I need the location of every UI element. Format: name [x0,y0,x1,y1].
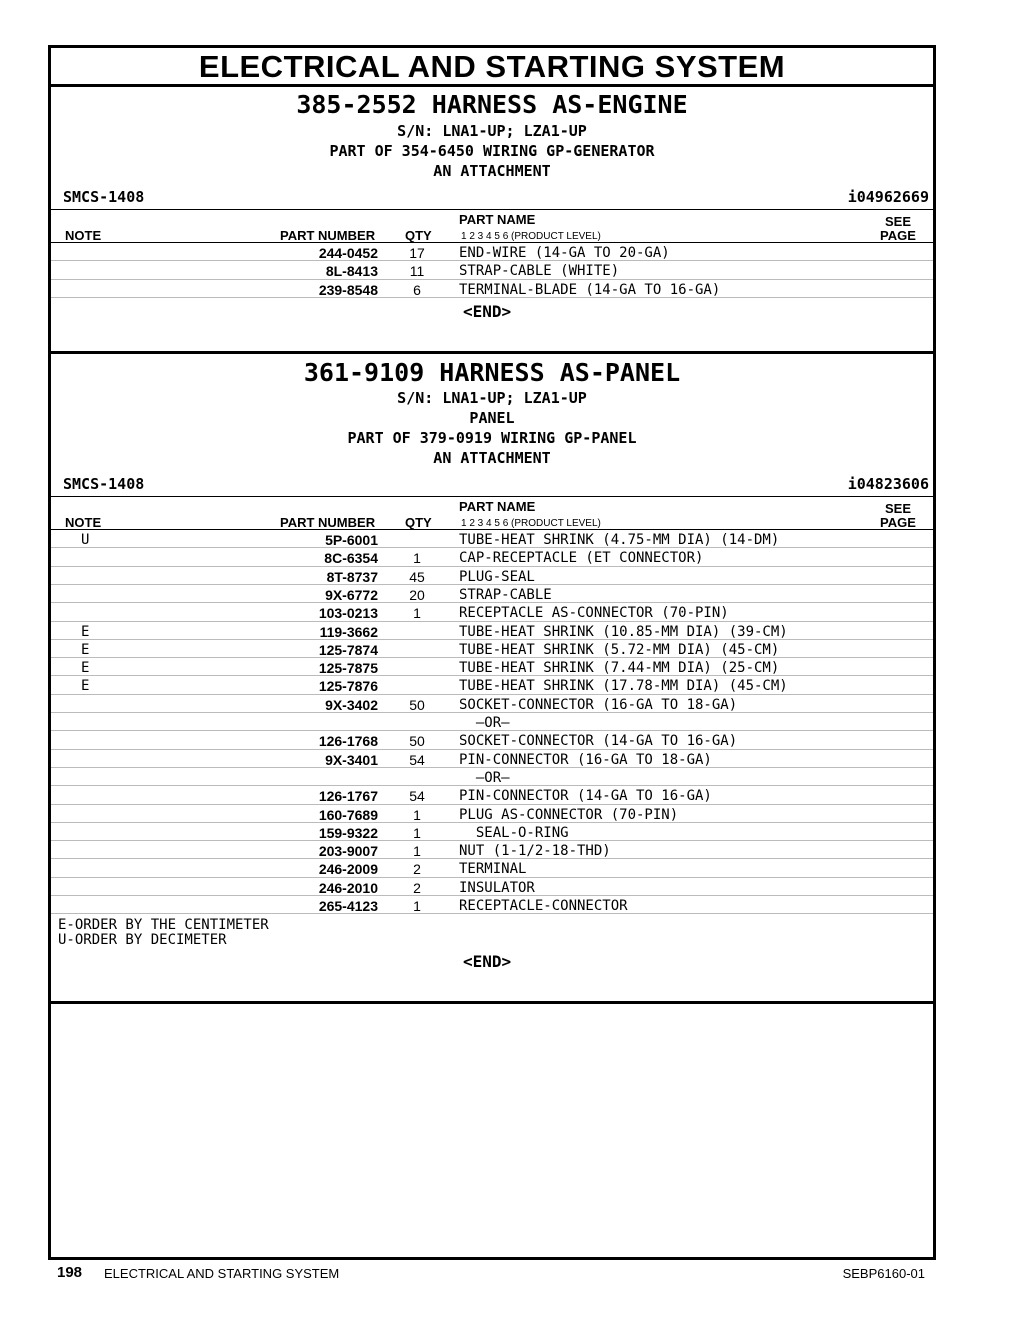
note-cell: U [81,532,90,548]
qty-cell: 1 [413,824,421,841]
note-cell: E [81,660,90,677]
qty-cell: 1 [413,550,421,567]
table-row [51,529,933,548]
section2-end-marker: <END> [463,952,512,971]
part-number-cell: 160-7689 [318,806,378,823]
note-cell: E [81,623,90,640]
table-row [51,639,933,658]
footer-doc-id: SEBP6160-01 [842,1266,925,1281]
section1-col-note: NOTE [65,228,102,243]
table-row [51,602,933,621]
table-row [51,840,933,859]
section2-sub-2: PANEL [469,409,515,427]
part-name-cell: PIN-CONNECTOR (16-GA TO 18-GA) [459,751,712,768]
part-number-cell: 5P-6001 [325,532,378,548]
part-name-cell: TUBE-HEAT SHRINK (4.75-MM DIA) (14-DM) [459,532,780,548]
note-cell: E [81,678,90,695]
section1-title: 385-2552 HARNESS AS-ENGINE [296,90,688,119]
qty-cell: 1 [413,898,421,914]
part-name-cell: STRAP-CABLE (WHITE) [459,263,620,280]
table-row [51,767,933,786]
table-row [51,621,933,640]
table-row [51,675,933,694]
qty-cell: 6 [413,281,421,298]
part-name-cell: PLUG AS-CONNECTOR (70-PIN) [459,806,679,823]
part-number-cell: 265-4123 [318,898,378,914]
table-bottom-rule [51,913,933,914]
page-number: 198 [57,1264,83,1281]
part-name-cell: RECEPTACLE AS-CONNECTOR (70-PIN) [459,605,729,622]
qty-cell: 17 [409,245,425,261]
section2-notes [58,918,269,948]
part-name-cell: END-WIRE (14-GA TO 20-GA) [459,245,670,261]
part-number-cell: 125-7874 [318,641,378,658]
table-row [51,822,933,841]
section2-sub-1: S/N: LNA1-UP; LZA1-UP [397,389,587,407]
part-number-cell: 9X-3402 [325,696,378,713]
qty-cell: 2 [413,879,421,896]
section1-sub-3: AN ATTACHMENT [433,162,551,180]
part-number-cell: 119-3662 [319,623,378,640]
qty-cell: 20 [409,586,425,603]
section-divider-bottom [51,1001,933,1004]
section2-sub-4: AN ATTACHMENT [433,449,551,467]
qty-cell: 2 [413,861,421,878]
part-name-cell: SEAL-O-RING [459,824,569,841]
part-number-cell: 9X-6772 [325,586,378,603]
part-name-cell: —OR— [459,769,510,786]
part-name-cell: INSULATOR [459,879,535,896]
part-number-cell: 203-9007 [318,843,378,860]
qty-cell: 45 [409,568,425,585]
table-row [51,279,933,298]
note-u: U-ORDER BY DECIMETER [58,932,227,948]
section1-col-qty: QTY [405,228,432,243]
qty-cell: 1 [413,806,421,823]
section1-product-level: 1 2 3 4 5 6 (PRODUCT LEVEL) [461,231,601,242]
table-row [51,242,933,261]
section1-id: i04962669 [847,188,929,206]
section-divider [51,351,933,354]
section2-id: i04823606 [847,475,929,493]
qty-cell: 54 [409,788,425,805]
page-title: ELECTRICAL AND STARTING SYSTEM [51,48,933,87]
section2-col-part-number: PART NUMBER [280,515,376,530]
section2-title: 361-9109 HARNESS AS-PANEL [303,358,681,387]
part-number-cell: 126-1767 [318,788,378,805]
part-name-cell: SOCKET-CONNECTOR (14-GA TO 16-GA) [459,733,738,750]
part-number-cell: 125-7875 [318,660,378,677]
part-number-cell: 125-7876 [318,678,378,695]
qty-cell: 50 [409,733,425,750]
part-name-cell: TUBE-HEAT SHRINK (10.85-MM DIA) (39-CM) [459,623,788,640]
part-number-cell: 246-2009 [318,861,378,878]
part-name-cell: PIN-CONNECTOR (14-GA TO 16-GA) [459,788,712,805]
part-number-cell: 9X-3401 [325,751,378,768]
table-row [51,895,933,914]
qty-cell: 54 [409,751,425,768]
table-bottom-rule [51,297,933,298]
section1-sub-2: PART OF 354-6450 WIRING GP-GENERATOR [329,142,655,160]
table-row [51,785,933,804]
section2-header-rule [51,496,933,497]
note-cell: E [81,641,90,658]
part-number-cell: 246-2010 [318,879,378,896]
section1-smcs: SMCS-1408 [63,188,145,206]
part-number-cell: 126-1768 [318,733,378,750]
table-row [51,260,933,279]
part-name-cell: STRAP-CABLE [459,586,552,603]
table-row [51,877,933,896]
part-name-cell: CAP-RECEPTACLE (ET CONNECTOR) [459,550,704,567]
part-name-cell: TERMINAL-BLADE (14-GA TO 16-GA) [459,281,721,298]
section1-col-part-name: PART NAME [459,212,536,227]
part-name-cell: TUBE-HEAT SHRINK (5.72-MM DIA) (45-CM) [459,641,780,658]
section1-col-see: SEE [885,214,912,229]
part-name-cell: NUT (1-1/2-18-THD) [459,843,611,860]
section1-col-part-number: PART NUMBER [280,228,376,243]
section2-sub-3: PART OF 379-0919 WIRING GP-PANEL [347,429,637,447]
table-row [51,657,933,676]
table-row [51,566,933,585]
section1-header-rule [51,209,933,210]
part-name-cell: TERMINAL [459,861,527,878]
qty-cell: 50 [409,696,425,713]
table-row [51,804,933,823]
qty-cell: 11 [409,263,425,280]
qty-cell: 1 [413,843,421,860]
part-name-cell: TUBE-HEAT SHRINK (7.44-MM DIA) (25-CM) [459,660,780,677]
table-row [51,694,933,713]
part-name-cell: TUBE-HEAT SHRINK (17.78-MM DIA) (45-CM) [459,678,788,695]
part-number-cell: 8T-8737 [326,568,378,585]
part-number-cell: 103-0213 [318,605,378,622]
qty-cell: 1 [413,605,421,622]
section2-col-note: NOTE [65,515,102,530]
part-number-cell: 8L-8413 [325,263,378,280]
part-name-cell: RECEPTACLE-CONNECTOR [459,898,628,914]
section1-sub-1: S/N: LNA1-UP; LZA1-UP [397,122,587,140]
section1-end-marker: <END> [463,302,512,321]
page-frame [48,45,936,1260]
part-name-cell: —OR— [459,715,510,731]
part-number-cell: 159-9322 [318,824,378,841]
section2-product-level: 1 2 3 4 5 6 (PRODUCT LEVEL) [461,518,601,529]
part-number-cell: 239-8548 [318,281,378,298]
part-name-cell: PLUG-SEAL [459,568,535,585]
section2-col-see: SEE [885,501,912,516]
section1-col-page: PAGE [880,228,916,243]
part-number-cell: 8C-6354 [324,550,378,567]
table-row [51,712,933,731]
part-name-cell: SOCKET-CONNECTOR (16-GA TO 18-GA) [459,696,738,713]
footer-section-name: ELECTRICAL AND STARTING SYSTEM [104,1266,340,1281]
table-row [51,858,933,877]
table-row [51,584,933,603]
section2-col-page: PAGE [880,515,916,530]
part-number-cell: 244-0452 [318,245,378,261]
section2-col-part-name: PART NAME [459,499,536,514]
section2-smcs: SMCS-1408 [63,475,145,493]
table-row [51,547,933,566]
table-row [51,730,933,749]
section2-col-qty: QTY [405,515,432,530]
note-e: E-ORDER BY THE CENTIMETER [58,917,269,933]
table-row [51,749,933,768]
